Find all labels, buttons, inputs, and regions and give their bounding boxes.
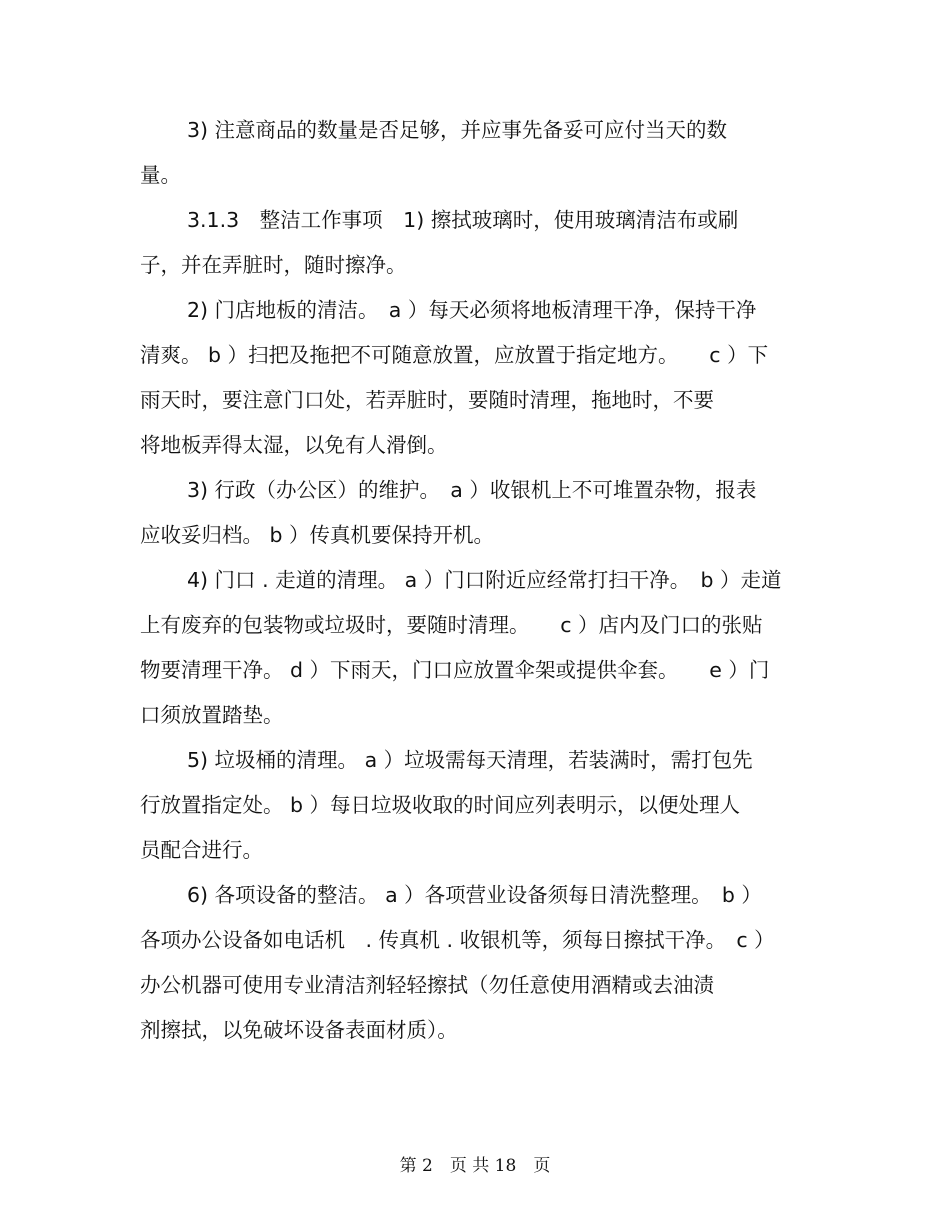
paragraph-line: 3) 注意商品的数量是否足够，并应事先备妥可应付当天的数 [187, 118, 728, 142]
paragraph-line: 4) 门口 . 走道的清理。 a ）门口附近应经常打扫干净。 b ）走道 [187, 568, 782, 592]
paragraph-line: 2) 门店地板的清洁。 a ）每天必须将地板清理干净，保持干净 [187, 298, 757, 322]
paragraph-line: 3.1.3 整洁工作事项 1) 擦拭玻璃时，使用玻璃清洁布或刷 [187, 208, 739, 232]
paragraph-line: 5) 垃圾桶的清理。 a ）垃圾需每天清理，若装满时，需打包先 [187, 748, 753, 772]
paragraph-line: 上有废弃的包装物或垃圾时，要随时清理。 c ）店内及门口的张贴 [140, 613, 763, 637]
paragraph-line: 员配合进行。 [140, 838, 263, 862]
page-footer: 第 2 页 共 18 页 [399, 1156, 551, 1176]
paragraph-line: 雨天时，要注意门口处，若弄脏时，要随时清理，拖地时，不要 [140, 388, 714, 412]
paragraph-line: 口须放置踏垫。 [140, 703, 284, 727]
paragraph-line: 行放置指定处。 b ）每日垃圾收取的时间应列表明示，以便处理人 [140, 793, 741, 817]
paragraph-line: 将地板弄得太湿，以免有人滑倒。 [140, 433, 448, 457]
paragraph-line: 物要清理干净。 d ）下雨天，门口应放置伞架或提供伞套。 e ）门 [140, 658, 770, 682]
paragraph-line: 量。 [140, 163, 181, 187]
paragraph-line: 办公机器可使用专业清洁剂轻轻擦拭（勿任意使用酒精或去油渍 [140, 973, 714, 997]
paragraph-line: 应收妥归档。 b ）传真机要保持开机。 [140, 523, 495, 547]
paragraph-line: 各项办公设备如电话机 . 传真机 . 收银机等，须每日擦拭干净。 c ） [140, 928, 775, 952]
paragraph-line: 6) 各项设备的整洁。 a ）各项营业设备须每日清洗整理。 b ） [187, 883, 762, 907]
paragraph-line: 剂擦拭，以免破坏设备表面材质）。 [140, 1018, 458, 1042]
paragraph-line: 子，并在弄脏时，随时擦净。 [140, 253, 407, 277]
paragraph-line: 清爽。 b ）扫把及拖把不可随意放置，应放置于指定地方。 c ）下 [140, 343, 769, 367]
paragraph-line: 3) 行政（办公区）的维护。 a ）收银机上不可堆置杂物，报表 [187, 478, 757, 502]
